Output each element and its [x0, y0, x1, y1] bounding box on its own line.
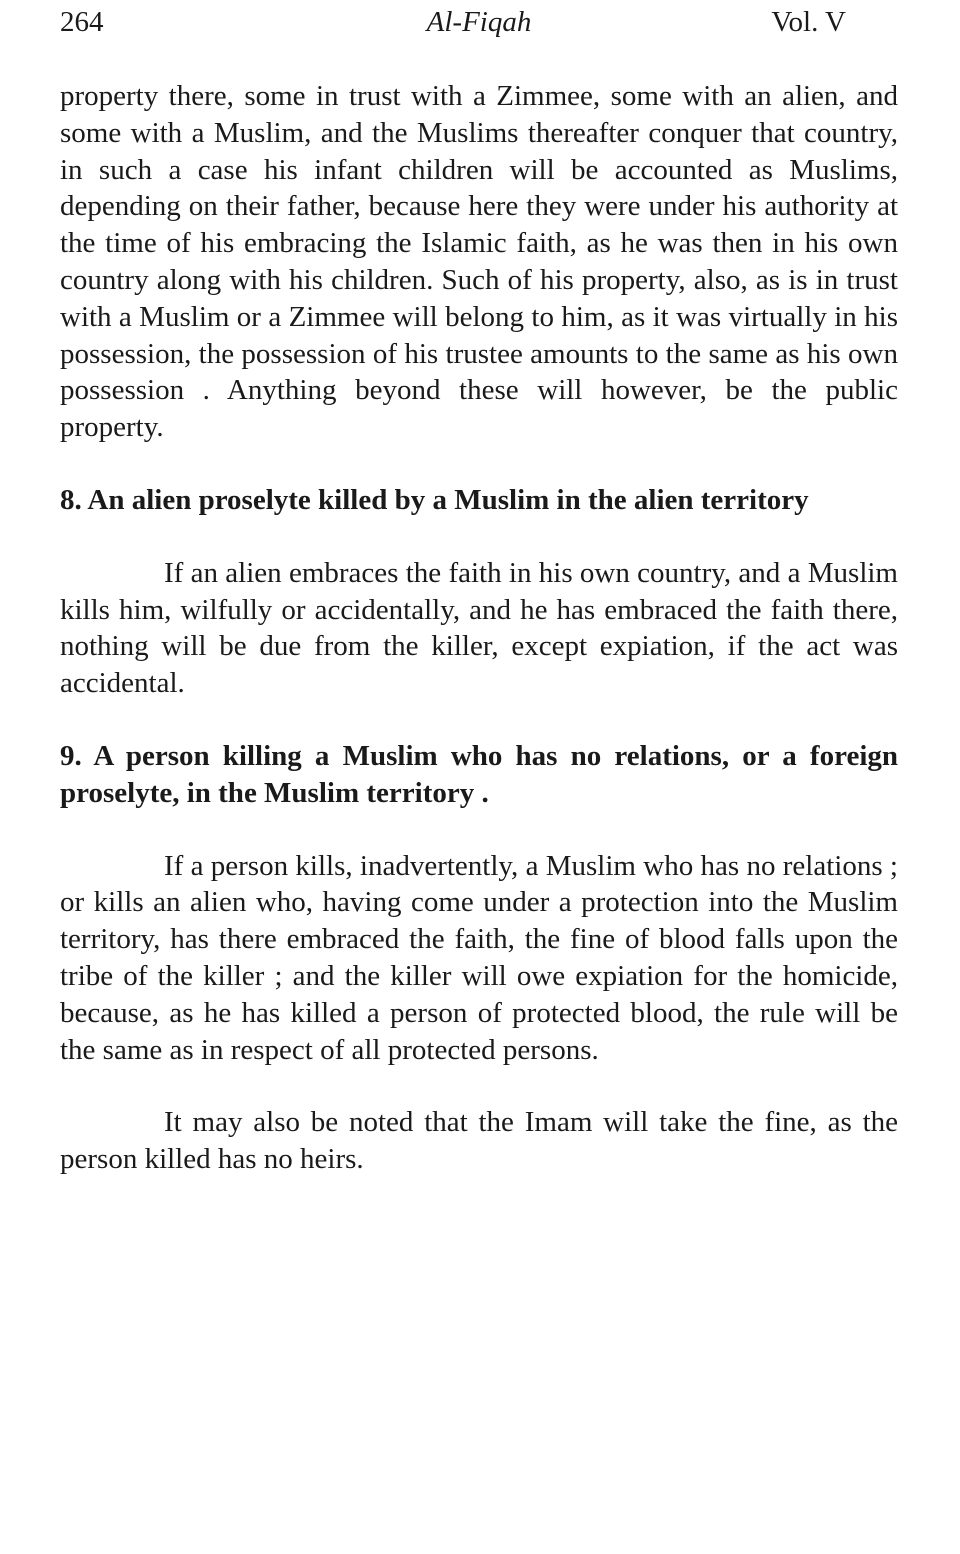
document-page [60, 0, 898, 1178]
section-heading-9: 9. A person killing a Muslim who has no relations, or a foreign proselyte, in the Muslim territory . [60, 739, 898, 809]
section-9-paragraph: If a person kills, inadvertently, a Muslim who has no relations ; or kills an alien who, having come under a protection into the Muslim territory, has there embraced the faith, the fine of blood falls upon the tribe of the killer ; and the killer will owe expiation for the homicide, because, as he has killed a person of protected blood, the rule will be the same as in respect of all protected persons. [60, 849, 898, 1066]
section-8-paragraph: If an alien embraces the faith in his own country, and a Muslim kills him, wilfully or accidentally, and he has embraced the faith there, nothing will be due from the killer, except expiation, if the act was accidental. [60, 556, 898, 700]
book-title: Al-Fiqah [426, 6, 532, 38]
page-number: 264 [60, 6, 104, 38]
section-heading-8: 8. An alien proselyte killed by a Muslim in the alien territory [60, 483, 809, 516]
volume-label: Vol. V [771, 6, 846, 38]
running-header [60, 0, 898, 44]
closing-paragraph: It may also be noted that the Imam will take the fine, as the person killed has no heirs. [60, 1106, 898, 1176]
body-paragraph: property there, some in trust with a Zimmee, some with an alien, and some with a Muslim, and the Muslims thereafter conquer that country, in such a case his infant children will be accounted as Muslims, depending on their father, because here they were under his authority at the time of his embracing the Islamic faith, as he was then in his own country along with his children. Such of his property, also, as is in trust with a Muslim or a Zimmee will belong to him, as it was virtually in his possession, the possession of his trustee amounts to the same as his own possession . Anything beyond these will however, be the public property. [60, 80, 898, 444]
